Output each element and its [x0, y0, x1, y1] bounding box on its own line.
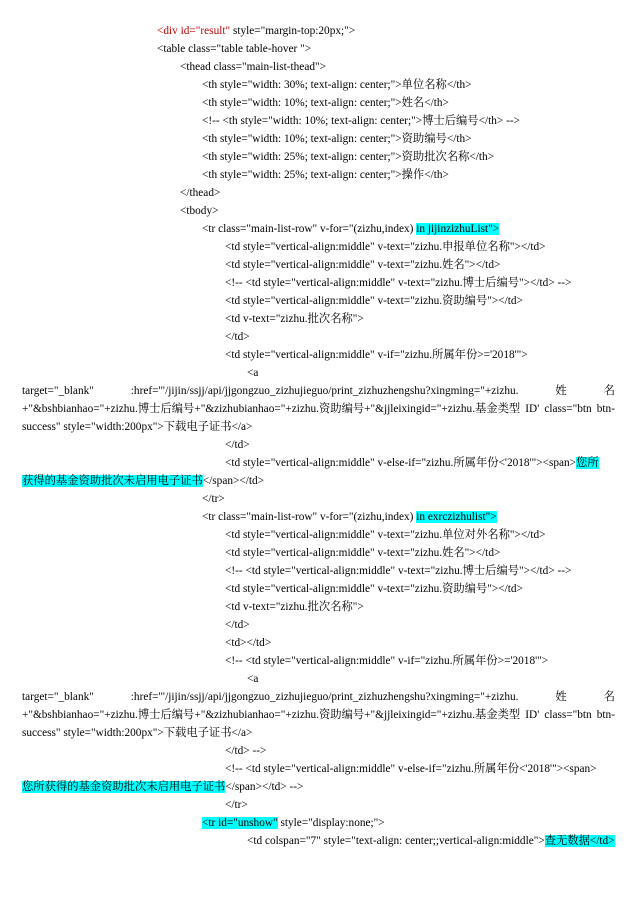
code-line: <table class="table table-hover ">: [157, 43, 312, 55]
code-line: <tr id="unshow" style="display:none;">: [202, 817, 385, 829]
code-line: <tr class="main-list-row" v-for="(zizhu,index) in jijinzizhuList">: [202, 223, 500, 235]
code-line: <th style="width: 10%; text-align: center;">资助编号</th>: [202, 133, 472, 145]
code-line: 获得的基金资助批次未启用电子证书</span></td>: [22, 475, 265, 487]
code-line: <td style="vertical-align:middle" v-text="zizhu.单位对外名称"></td>: [225, 529, 546, 541]
code-line: <td colspan="7" style="text-align: center;;vertical-align:middle">查无数据</td>: [247, 835, 615, 847]
code-line: <td style="vertical-align:middle" v-if="zizhu.所属年份>='2018'">: [225, 349, 528, 361]
code-line: target="_blank" :href='"/jijin/ssjj/api/jjgongzuo_zizhujieguo/print_zizhuzhengshu?xingming="+zizhu. 姓 名: [22, 385, 615, 397]
code-line: </td>: [225, 619, 250, 631]
code-line: <th style="width: 30%; text-align: center;">单位名称</th>: [202, 79, 472, 91]
code-line: <!-- <td style="vertical-align:middle" v-else-if="zizhu.所属年份<'2018'"><span>: [225, 763, 597, 775]
highlighted-text: 您所获得的基金资助批次未启用电子证书: [22, 781, 226, 793]
code-line: <!-- <th style="width: 10%; text-align: center;">博士后编号</th> -->: [202, 115, 520, 127]
document-page: [0, 22, 637, 850]
code-line: <!-- <td style="vertical-align:middle" v-if="zizhu.所属年份>='2018'">: [225, 655, 549, 667]
highlighted-text: in jijinzizhuList">: [416, 223, 500, 235]
code-line: <td style="vertical-align:middle" v-else-if="zizhu.所属年份<'2018'"><span>您所: [225, 457, 599, 469]
code-line: </tr>: [225, 799, 248, 811]
code-line: <!-- <td style="vertical-align:middle" v-text="zizhu.博士后编号"></td> -->: [225, 277, 572, 289]
code-line: <th style="width: 25%; text-align: center;">资助批次名称</th>: [202, 151, 495, 163]
code-line: <div id="result" style="margin-top:20px;">: [157, 25, 356, 37]
code-div-open: <div id="result": [157, 25, 231, 37]
code-line: 您所获得的基金资助批次未启用电子证书</span></td> -->: [22, 781, 304, 793]
code-line: <tr class="main-list-row" v-for="(zizhu,index) in exrczizhulist">: [202, 511, 497, 523]
code-line: <!-- <td style="vertical-align:middle" v-text="zizhu.博士后编号"></td> -->: [225, 565, 572, 577]
code-line: <tbody>: [180, 205, 219, 217]
code-line: <td style="vertical-align:middle" v-text="zizhu.姓名"></td>: [225, 259, 501, 271]
highlighted-text: 您所: [576, 457, 599, 469]
highlighted-text: in exrczizhulist">: [416, 511, 497, 523]
code-line: <a: [247, 367, 259, 379]
code-line: <td style="vertical-align:middle" v-text="zizhu.资助编号"></td>: [225, 583, 523, 595]
code-line: <td v-text="zizhu.批次名称">: [225, 601, 364, 613]
highlighted-text: <tr id="unshow": [202, 817, 278, 829]
code-line: <td style="vertical-align:middle" v-text="zizhu.资助编号"></td>: [225, 295, 523, 307]
code-line: </td> -->: [225, 745, 267, 757]
code-line: </td>: [225, 439, 250, 451]
code-line: <td style="vertical-align:middle" v-text="zizhu.姓名"></td>: [225, 547, 501, 559]
code-line: <td style="vertical-align:middle" v-text="zizhu.申报单位名称"></td>: [225, 241, 546, 253]
code-line: <thead class="main-list-thead">: [180, 61, 326, 73]
code-line: <th style="width: 25%; text-align: center;">操作</th>: [202, 169, 449, 181]
code-line: success" style="width:200px">下载电子证书</a>: [22, 421, 253, 433]
code-line: <td></td>: [225, 637, 272, 649]
code-line: </td>: [225, 331, 250, 343]
code-line: <a: [247, 673, 259, 685]
highlighted-text: 获得的基金资助批次未启用电子证书: [22, 475, 203, 487]
code-line: </tr>: [202, 493, 225, 505]
code-line: +"&bshbianhao="+zizhu.博士后编号+"&zizhubianhao="+zizhu.资助编号+"&jjleixingid="+zizhu.基金类型 ID' class="btn btn-: [22, 709, 615, 721]
code-line: </thead>: [180, 187, 221, 199]
code-line: target="_blank" :href='"/jijin/ssjj/api/jjgongzuo_zizhujieguo/print_zizhuzhengshu?xingming="+zizhu. 姓 名: [22, 691, 615, 703]
code-line: <td v-text="zizhu.批次名称">: [225, 313, 364, 325]
highlighted-text: 查无数据</td>: [544, 835, 615, 847]
code-line: success" style="width:200px">下载电子证书</a>: [22, 727, 253, 739]
code-line: +"&bshbianhao="+zizhu.博士后编号+"&zizhubianhao="+zizhu.资助编号+"&jjleixingid="+zizhu.基金类型 ID' class="btn btn-: [22, 403, 615, 415]
code-line: <th style="width: 10%; text-align: center;">姓名</th>: [202, 97, 449, 109]
